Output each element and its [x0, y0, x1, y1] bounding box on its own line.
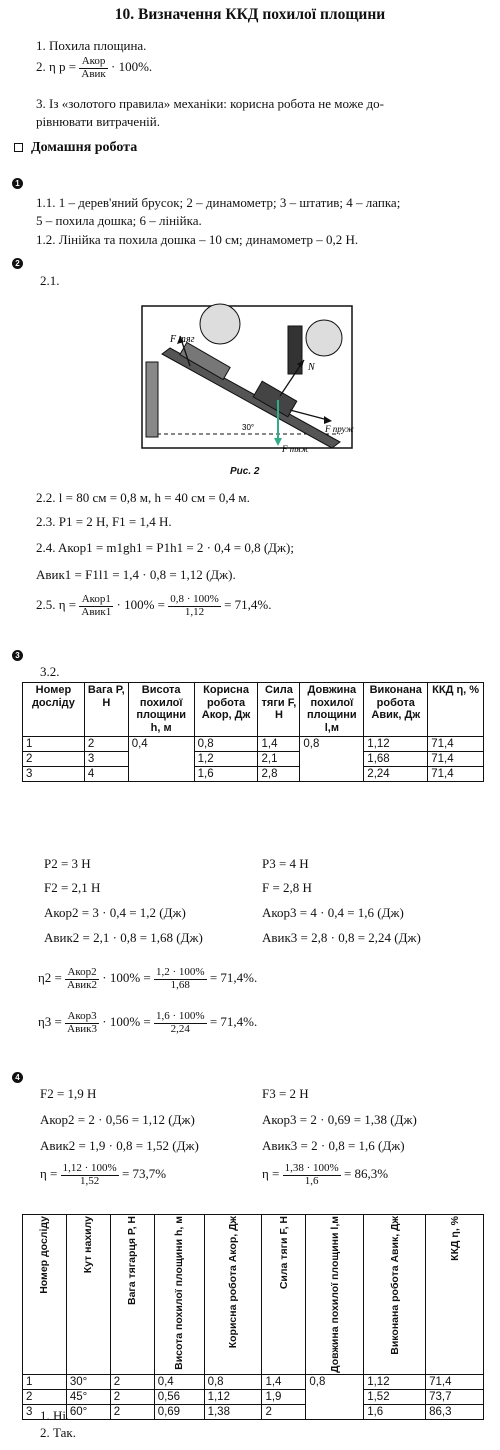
table-cell: 73,7 — [426, 1389, 484, 1404]
eta-prefix: η = — [262, 1166, 280, 1182]
answer-1: 1. Ні. — [40, 1408, 70, 1423]
table-cell: 45° — [66, 1389, 110, 1404]
intro-line-2 — [36, 56, 152, 80]
table-header-row — [23, 683, 484, 737]
eta-mid: · 100% = — [102, 1014, 151, 1030]
table-header: Висота похилої площини h, м — [128, 683, 194, 737]
table-cell: 1,12 — [364, 1374, 426, 1389]
fraction-a — [79, 594, 113, 618]
s4-right-2: Aвик3 = 2 · 0,8 = 1,6 (Дж) — [262, 1138, 405, 1153]
stand-icon — [146, 362, 158, 437]
table-header-text: Кут нахилу — [82, 1216, 95, 1274]
figure-caption: Рис. 2 — [230, 466, 260, 477]
fraction-numerator: 1,12 · 100% — [62, 1162, 117, 1174]
eta-suffix: = 86,3% — [343, 1166, 389, 1182]
fraction-a — [65, 1011, 99, 1035]
s2-line-24b: Aвик1 = F1l1 = 1,4 · 0,8 = 1,12 (Дж). — [36, 567, 236, 582]
table-header: Виконана робота Aвик, Дж — [364, 683, 428, 737]
table-cell: 0,8 — [306, 1374, 364, 1419]
answer-2: 2. Так. — [40, 1425, 76, 1440]
fraction-b — [154, 1011, 207, 1035]
table-header-text: Корисна робота Aкор, Дж — [227, 1216, 239, 1349]
intro-line-1: 1. Похила площина. — [36, 38, 147, 53]
intro-line-3b: рівнювати витраченій. — [36, 114, 160, 129]
s3-left-0: P2 = 3 Н — [44, 856, 91, 871]
fraction-denominator: Aвик1 — [81, 605, 112, 618]
s3-eta3 — [38, 1011, 257, 1035]
table-cell: 2,1 — [258, 751, 300, 766]
s4-left-2: Aвик2 = 1,9 · 0,8 = 1,52 (Дж) — [40, 1138, 199, 1153]
s3-eta2 — [38, 967, 257, 991]
table-cell: 1 — [23, 736, 85, 751]
fraction-numerator: Aкор1 — [79, 594, 113, 607]
table-header — [110, 1215, 154, 1375]
table-header: Корисна робота Aкор, Дж — [194, 683, 258, 737]
table-cell: 1 — [23, 1374, 67, 1389]
table-cell: 2,8 — [258, 766, 300, 781]
table-cell: 4 — [84, 766, 128, 781]
s2-line-25 — [36, 594, 272, 618]
table-cell: 1,6 — [364, 1404, 426, 1419]
table-row — [23, 1374, 484, 1389]
table-cell: 1,12 — [364, 736, 428, 751]
table-header-text: Сила тяги F, Н — [277, 1216, 290, 1290]
table-cell: 1,68 — [364, 751, 428, 766]
table-cell: 1,4 — [258, 736, 300, 751]
page-title: 10. Визначення ККД похилої площини — [114, 6, 386, 23]
fraction — [61, 1163, 119, 1187]
table-cell: 0,8 — [204, 1374, 262, 1389]
fraction-denominator: 1,52 — [80, 1174, 100, 1187]
fig-n-label: N — [308, 362, 315, 373]
s4-eta-right — [262, 1163, 388, 1187]
homework-heading — [14, 140, 137, 156]
magnifier-right-icon — [306, 320, 342, 356]
homework-title: Домашня робота — [31, 140, 138, 155]
table-cell: 2,24 — [364, 766, 428, 781]
table-cell: 0,56 — [154, 1389, 204, 1404]
table-cell: 2 — [110, 1404, 154, 1419]
table-header — [426, 1215, 484, 1375]
table-cell: 3 — [23, 1404, 67, 1419]
table-header-text: Виконана робота Aвик, Дж — [388, 1216, 401, 1355]
table-cell: 71,4 — [428, 736, 484, 751]
s2-line-22: 2.2. l = 80 см = 0,8 м, h = 40 см = 0,4 м. — [36, 490, 250, 505]
fig-angle-label: 30° — [242, 423, 255, 432]
table-cell: 1,2 — [194, 751, 258, 766]
fraction-denominator: 1,12 — [184, 605, 205, 618]
table-cell: 2 — [262, 1404, 306, 1419]
intro-fraction — [79, 56, 107, 80]
fraction-numerator: 1,2 · 100% — [156, 966, 205, 978]
fraction-denominator: 2,24 — [170, 1022, 190, 1035]
section-3-badge: 3 — [12, 650, 23, 661]
s3-right-2: Aкор3 = 4 · 0,4 = 1,6 (Дж) — [262, 905, 404, 920]
table-4 — [22, 1214, 484, 1420]
fraction-numerator: Aкор2 — [65, 967, 99, 980]
table-row — [23, 751, 484, 766]
table-cell: 1,9 — [262, 1389, 306, 1404]
table-cell: 2 — [110, 1374, 154, 1389]
fraction-denominator: Aвик — [81, 67, 106, 80]
table-header: Вага P, Н — [84, 683, 128, 737]
table-header — [364, 1215, 426, 1375]
table-cell: 0,69 — [154, 1404, 204, 1419]
s2-line-23: 2.3. P1 = 2 Н, F1 = 1,4 Н. — [36, 514, 172, 529]
eta-mid: · 100% = — [102, 970, 151, 986]
fraction-numerator: Aкор3 — [65, 1011, 99, 1024]
intro-formula-suffix: · 100%. — [111, 59, 153, 75]
table-cell: 0,4 — [128, 736, 194, 781]
s3-right-1: F = 2,8 Н — [262, 880, 312, 895]
table-cell: 2 — [84, 736, 128, 751]
table-header-text: Довжина похилої площини l,м — [328, 1216, 341, 1373]
eta-mid: · 100% = — [116, 597, 166, 613]
fraction — [283, 1163, 341, 1187]
section-2-badge: 2 — [12, 258, 23, 269]
section-4-badge: 4 — [12, 1072, 23, 1083]
s1-line-a: 1.1. 1 – дерев'яний брусок; 2 – динамометр; 3 – штатив; 4 – лапка; — [36, 195, 401, 210]
table-row — [23, 736, 484, 751]
table-header — [66, 1215, 110, 1375]
table-cell: 0,8 — [300, 736, 364, 781]
table-3 — [22, 682, 484, 782]
table-cell: 1,38 — [204, 1404, 262, 1419]
eta-suffix: = 71,4%. — [224, 597, 272, 613]
s4-right-1: Aкор3 = 2 · 0,69 = 1,38 (Дж) — [262, 1112, 417, 1127]
table-header-text: ККД η, % — [448, 1216, 461, 1261]
table-cell: 86,3 — [426, 1404, 484, 1419]
f-pruzh-arrowhead — [324, 416, 332, 424]
intro-formula-prefix: 2. η р = — [36, 59, 77, 75]
table-cell: 2 — [23, 751, 85, 766]
eta-suffix: = 71,4%. — [209, 970, 258, 986]
eta-prefix: η2 = — [38, 970, 62, 986]
table-row — [23, 1404, 484, 1419]
table-cell: 0,4 — [154, 1374, 204, 1389]
table-cell: 0,8 — [194, 736, 258, 751]
table-header-text: Вага тягарця P, Н — [126, 1216, 139, 1306]
s1-line-b: 5 – похила дошка; 6 – лінійка. — [36, 213, 202, 228]
table-row — [23, 1389, 484, 1404]
table-cell: 3 — [84, 751, 128, 766]
magnifier-left-icon — [200, 304, 240, 344]
table-row — [23, 766, 484, 781]
fraction-b — [154, 967, 207, 991]
fig-f-pruzh-label: F пруж — [325, 424, 354, 434]
table-header-text: Номер досліду — [38, 1216, 51, 1294]
fraction-denominator: Aвик2 — [67, 978, 98, 991]
eta-suffix: = 71,4%. — [209, 1014, 258, 1030]
table-cell: 2 — [23, 1389, 67, 1404]
eta-prefix: 2.5. η = — [36, 597, 77, 613]
s4-right-0: F3 = 2 Н — [262, 1086, 309, 1101]
table-header — [306, 1215, 364, 1375]
s3-left-1: F2 = 2,1 Н — [44, 880, 101, 895]
table-header: Номер досліду — [23, 683, 85, 737]
table-header: Сила тяги F, Н — [258, 683, 300, 737]
s3-left-3: Aвик2 = 2,1 · 0,8 = 1,68 (Дж) — [44, 930, 203, 945]
table-cell: 71,4 — [428, 751, 484, 766]
inclined-plane-figure — [140, 292, 360, 462]
s4-left-1: Aкор2 = 2 · 0,56 = 1,12 (Дж) — [40, 1112, 195, 1127]
fig-f-tyazh-label: F тяж — [282, 444, 309, 454]
table-cell: 1,12 — [204, 1389, 262, 1404]
s2-label: 2.1. — [40, 273, 60, 288]
table-cell: 3 — [23, 766, 85, 781]
fraction-numerator: Aкор — [79, 56, 107, 69]
checkbox-square-icon — [14, 143, 23, 152]
eta-prefix: η = — [40, 1166, 58, 1182]
s4-eta-left — [40, 1163, 166, 1187]
s3-right-0: P3 = 4 Н — [262, 856, 309, 871]
fig-f-tyag-label: F тяг — [170, 334, 195, 345]
f-tyazh-arrowhead — [274, 438, 282, 446]
table-header — [23, 1215, 67, 1375]
table-header — [154, 1215, 204, 1375]
s2-line-24: 2.4. Aкор1 = m1gh1 = P1h1 = 2 · 0,4 = 0,8 (Дж); — [36, 540, 294, 555]
fraction-denominator: 1,68 — [170, 978, 190, 991]
fraction-denominator: Aвик3 — [67, 1022, 98, 1035]
fraction-numerator: 1,6 · 100% — [156, 1010, 205, 1022]
table-cell: 30° — [66, 1374, 110, 1389]
s3-left-2: Aкор2 = 3 · 0,4 = 1,2 (Дж) — [44, 905, 186, 920]
fraction-numerator: 1,38 · 100% — [284, 1162, 339, 1174]
table-cell: 1,52 — [364, 1389, 426, 1404]
fraction-b — [168, 594, 221, 618]
s1-line-c: 1.2. Лінійка та похила дошка – 10 см; динамометр – 0,2 Н. — [36, 232, 359, 247]
intro-line-3a: 3. Із «золотого правила» механіки: корисна робота не може до- — [36, 96, 384, 111]
table-header: ККД η, % — [428, 683, 484, 737]
s4-left-0: F2 = 1,9 Н — [40, 1086, 97, 1101]
table-header: Довжина похилої площини l,м — [300, 683, 364, 737]
table-cell: 60° — [66, 1404, 110, 1419]
fraction-numerator: 0,8 · 100% — [170, 593, 219, 605]
s3-right-3: Aвик3 = 2,8 · 0,8 = 2,24 (Дж) — [262, 930, 421, 945]
section-1-badge: 1 — [12, 178, 23, 189]
table-header — [204, 1215, 262, 1375]
table-cell: 1,6 — [194, 766, 258, 781]
fraction-denominator: 1,6 — [304, 1174, 319, 1187]
table-header-row — [23, 1215, 484, 1375]
table-cell: 71,4 — [428, 766, 484, 781]
eta-prefix: η3 = — [38, 1014, 62, 1030]
table-cell: 71,4 — [426, 1374, 484, 1389]
table-cell: 2 — [110, 1389, 154, 1404]
eta-suffix: = 73,7% — [121, 1166, 167, 1182]
table-header — [262, 1215, 306, 1375]
s3-label: 3.2. — [40, 664, 60, 679]
table-cell: 1,4 — [262, 1374, 306, 1389]
fraction-a — [65, 967, 99, 991]
table-header-text: Висота похилої площини h, м — [173, 1216, 186, 1370]
